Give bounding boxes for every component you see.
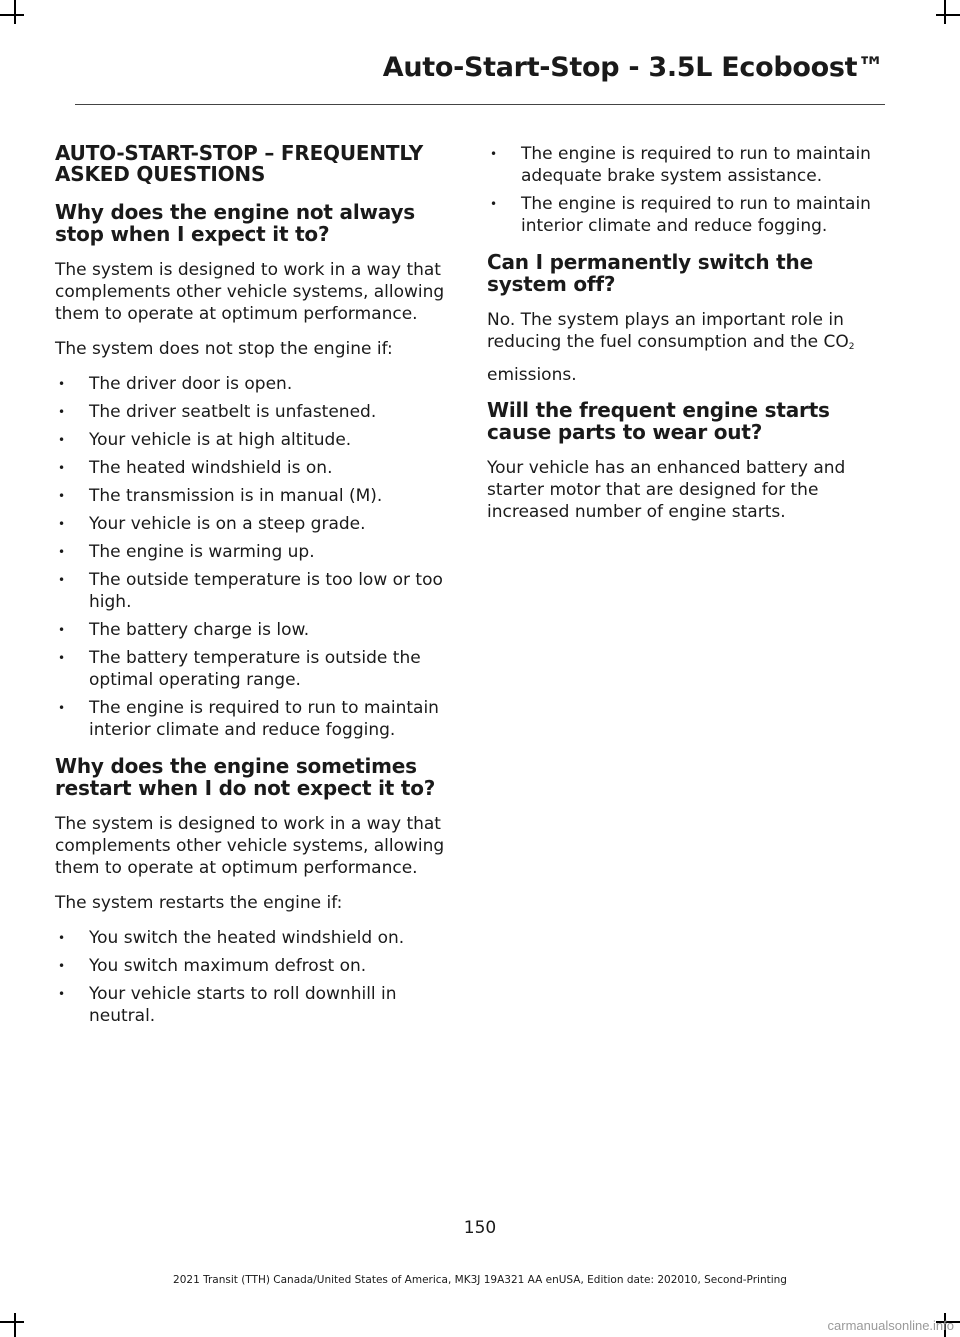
list-item: • The driver door is open. — [55, 373, 450, 395]
site-watermark: carmanualsonline.info — [827, 1318, 954, 1333]
answer-text: No. The system plays an important role in reducing the fuel consumption and the CO — [487, 310, 849, 352]
crop-mark-top-left-h — [0, 14, 24, 16]
faq-list-intro: The system restarts the engine if: — [55, 893, 343, 913]
list-item: • The engine is required to run to maintain interior climate and reduce fogging. — [487, 193, 887, 237]
list-item: • The transmission is in manual (M). — [55, 485, 450, 507]
list-item: • The engine is required to run to maintain adequate brake system assistance. — [487, 143, 887, 187]
list-item: • The driver seatbelt is unfastened. — [55, 401, 450, 423]
crop-mark-bottom-left — [14, 1313, 16, 1337]
crop-mark-top-right-h — [936, 14, 960, 16]
list-item: • You switch maximum defrost on. — [55, 955, 450, 977]
list-item: • The battery charge is low. — [55, 619, 450, 641]
faq-heading-engine-restart: Why does the engine sometimes restart when I do not expect it to? — [55, 754, 436, 800]
list-item: • The engine is required to run to maintain interior climate and reduce fogging. — [55, 697, 450, 741]
list-item: • Your vehicle is on a steep grade. — [55, 513, 450, 535]
list-item: • You switch the heated windshield on. — [55, 927, 450, 949]
list-item: • The outside temperature is too low or too high. — [55, 569, 450, 613]
list-item: • Your vehicle starts to roll downhill in neutral. — [55, 983, 450, 1027]
answer-text-end: emissions. — [487, 365, 577, 385]
restart-conditions-list-continued — [487, 143, 887, 237]
faq-answer-paragraph — [487, 309, 887, 386]
list-item: • Your vehicle is at high altitude. — [55, 429, 450, 451]
faq-heading-engine-not-stop: Why does the engine not always stop when I expect it to? — [55, 200, 416, 246]
list-item: • The engine is warming up. — [55, 541, 450, 563]
crop-mark-bottom-left-h — [0, 1321, 24, 1323]
header-divider — [75, 104, 885, 105]
right-column — [487, 143, 887, 536]
left-column — [55, 143, 450, 1041]
restart-conditions-list — [55, 927, 450, 1027]
page-number: 150 — [463, 1218, 497, 1238]
faq-answer-paragraph: Your vehicle has an enhanced battery and starter motor that are designed for the increased number of engine starts. — [487, 458, 846, 522]
section-title: AUTO-START-STOP – FREQUENTLY ASKED QUESTIONS — [55, 141, 424, 186]
faq-list-intro: The system does not stop the engine if: — [55, 339, 393, 359]
crop-mark-top-right — [944, 0, 946, 24]
subscript-2: 2 — [848, 342, 855, 352]
page-header-title: Auto-Start-Stop - 3.5L Ecoboost™ — [382, 52, 884, 83]
faq-answer-paragraph: The system is designed to work in a way that complements other vehicle systems, allowing them to operate at optimum performance. — [55, 260, 445, 324]
list-item: • The heated windshield is on. — [55, 457, 450, 479]
faq-heading-wear-out: Will the frequent engine starts cause parts to wear out? — [487, 398, 830, 444]
crop-mark-top-left — [14, 0, 16, 24]
edition-footer: 2021 Transit (TTH) Canada/United States of America, MK3J 19A321 AA enUSA, Edition date: 202010, Second-Printing — [173, 1274, 787, 1286]
no-stop-conditions-list — [55, 373, 450, 741]
faq-heading-switch-off: Can I permanently switch the system off? — [487, 250, 813, 296]
faq-answer-paragraph: The system is designed to work in a way that complements other vehicle systems, allowing them to operate at optimum performance. — [55, 814, 445, 878]
list-item: • The battery temperature is outside the optimal operating range. — [55, 647, 450, 691]
